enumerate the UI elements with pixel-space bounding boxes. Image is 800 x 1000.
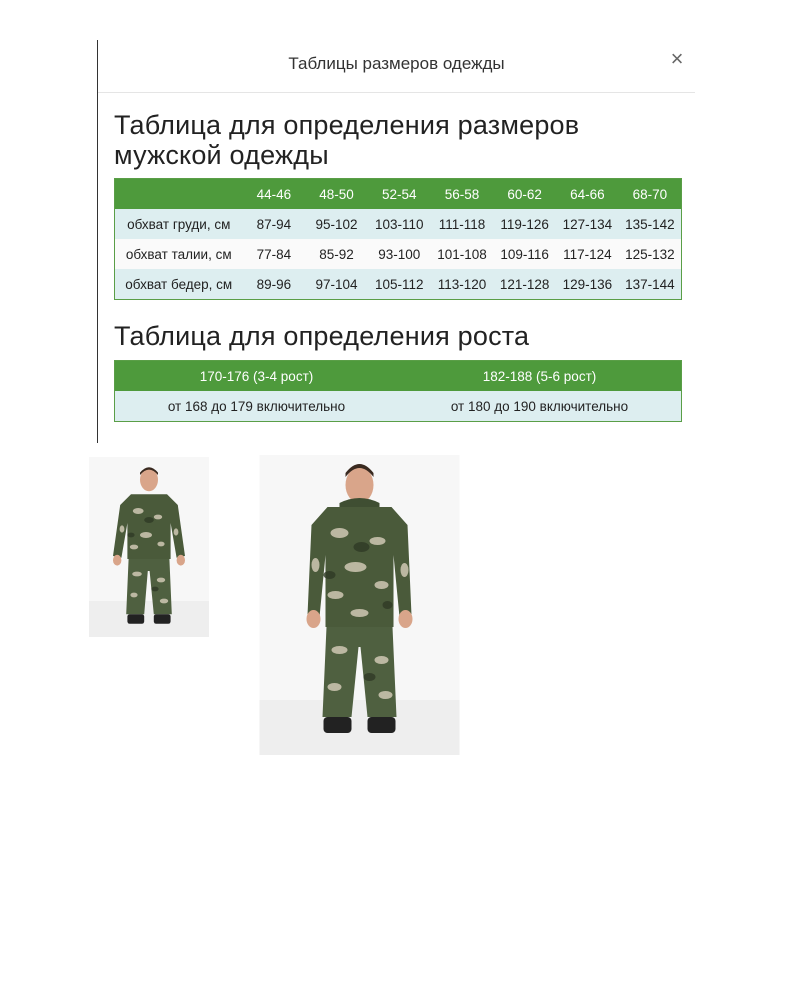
size-table-heading: Таблица для определения размеров мужской одежды: [114, 110, 580, 170]
modal-title: Таблицы размеров одежды: [288, 54, 505, 73]
size-header-cell: 56-58: [431, 179, 494, 210]
table-cell: 109-116: [493, 239, 556, 269]
table-cell: от 180 до 190 включительно: [398, 391, 682, 422]
table-cell: 105-112: [368, 269, 431, 300]
size-header-cell: 68-70: [619, 179, 682, 210]
table-cell: 77-84: [243, 239, 306, 269]
table-cell: 85-92: [305, 239, 368, 269]
table-cell: 137-144: [619, 269, 682, 300]
table-row: [115, 269, 682, 300]
height-table: [114, 360, 682, 422]
table-cell: 113-120: [431, 269, 494, 300]
product-photo-thumbnail[interactable]: [89, 455, 209, 639]
size-table: [114, 178, 682, 300]
size-chart-modal: [97, 40, 695, 443]
size-header-cell: 64-66: [556, 179, 619, 210]
table-cell: 121-128: [493, 269, 556, 300]
product-photo-main[interactable]: [259, 455, 460, 755]
table-row: [115, 209, 682, 239]
size-header-cell: 52-54: [368, 179, 431, 210]
size-header-cell: 60-62: [493, 179, 556, 210]
row-label: обхват груди, см: [115, 209, 243, 239]
size-header-cell: 48-50: [305, 179, 368, 210]
close-icon[interactable]: ×: [670, 46, 684, 71]
row-label: обхват бедер, см: [115, 269, 243, 300]
table-cell: 125-132: [619, 239, 682, 269]
height-header-row: [115, 361, 682, 392]
table-cell: 119-126: [493, 209, 556, 239]
table-cell: 95-102: [305, 209, 368, 239]
table-cell: от 168 до 179 включительно: [115, 391, 399, 422]
table-cell: 101-108: [431, 239, 494, 269]
height-table-heading: Таблица для определения роста: [114, 321, 530, 351]
size-header-cell: 44-46: [243, 179, 306, 210]
height-header-cell: 170-176 (3-4 рост): [115, 361, 399, 392]
table-cell: 87-94: [243, 209, 306, 239]
table-cell: 93-100: [368, 239, 431, 269]
table-row: [115, 239, 682, 269]
table-row: [115, 391, 682, 422]
table-cell: 117-124: [556, 239, 619, 269]
camo-suit-figure-small: [89, 455, 209, 639]
table-cell: 111-118: [431, 209, 494, 239]
table-cell: 127-134: [556, 209, 619, 239]
table-cell: 135-142: [619, 209, 682, 239]
table-cell: 129-136: [556, 269, 619, 300]
size-header-corner: [115, 179, 243, 210]
modal-header: [98, 40, 695, 93]
table-cell: 89-96: [243, 269, 306, 300]
table-cell: 103-110: [368, 209, 431, 239]
height-header-cell: 182-188 (5-6 рост): [398, 361, 682, 392]
size-header-row: [115, 179, 682, 210]
camo-suit-figure-large: [259, 455, 460, 755]
table-cell: 97-104: [305, 269, 368, 300]
row-label: обхват талии, см: [115, 239, 243, 269]
